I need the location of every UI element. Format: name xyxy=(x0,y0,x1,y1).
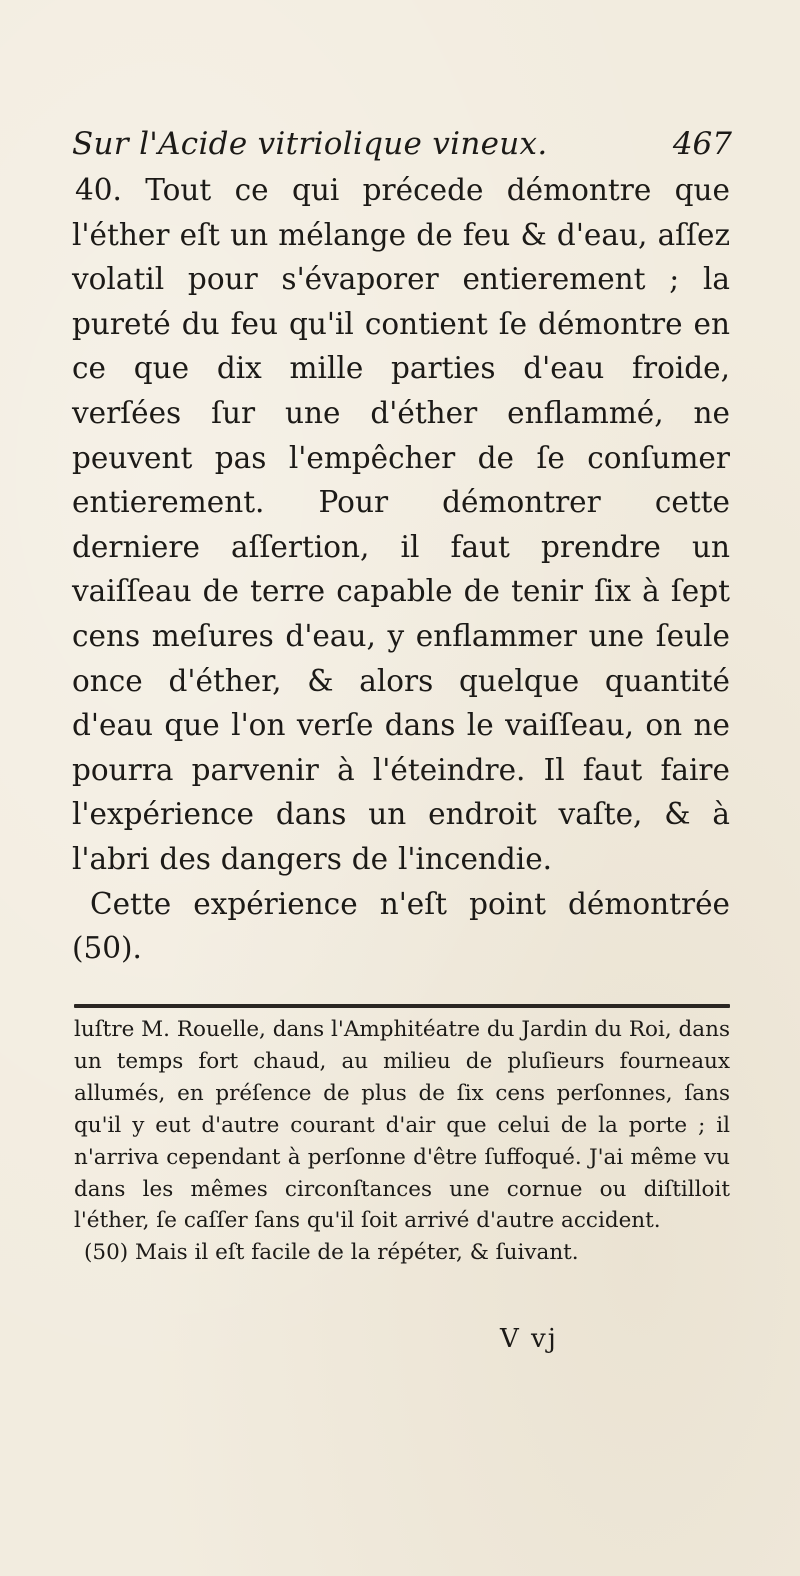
footnote-rule xyxy=(74,1004,730,1008)
footnote-text: luſtre M. Rouelle, dans l'Amphitéatre du Jardin du Roi, dans un temps fort chaud, au milieu de pluſieurs fourneaux allumés, en préſence de plus de ſix cens perſonnes, ſans qu'il y eut d'autre courant d'air que celui de la porte ; il n'arriva cependant à perſonne d'être ſuffoqué. J'ai même vu dans les mêmes circonſtances une cornue ou diſtilloit l'éther, ſe caſſer ſans qu'il ſoit arrivé d'autre accident. xyxy=(74,1017,730,1234)
footnote-text: (50) Mais il eſt facile de la répéter, & ſuivant. xyxy=(84,1240,579,1266)
page-number: 467 xyxy=(672,126,732,162)
footnote-block xyxy=(74,1014,730,1269)
running-head: Sur l'Acide vitriolique vineux. xyxy=(72,126,548,162)
signature-mark: V vj xyxy=(500,1324,558,1354)
paragraph: 40. Tout ce qui précede démontre que l'éther eſt un mélange de feu & d'eau, aſſez volatil pour s'évaporer entierement ; la pureté du feu qu'il contient ſe démontre en ce que dix mille parties d'eau froide, verſées ſur une d'éther enflammé, ne peuvent pas l'empêcher de ſe conſumer entierement. Pour démontrer cette derniere aſſertion, il faut prendre un vaiſſeau de terre capable de tenir ſix à ſept cens meſures d'eau, y enflammer une ſeule once d'éther, & alors quelque quantité d'eau que l'on verſe dans le vaiſſeau, on ne pourra parvenir à l'éteindre. Il faut faire l'expérience dans un endroit vaſte, & à l'abri des dangers de l'incendie. xyxy=(72,173,730,876)
main-text xyxy=(72,168,730,971)
paragraph: Cette expérience n'eſt point démontrée (50). xyxy=(72,886,730,966)
